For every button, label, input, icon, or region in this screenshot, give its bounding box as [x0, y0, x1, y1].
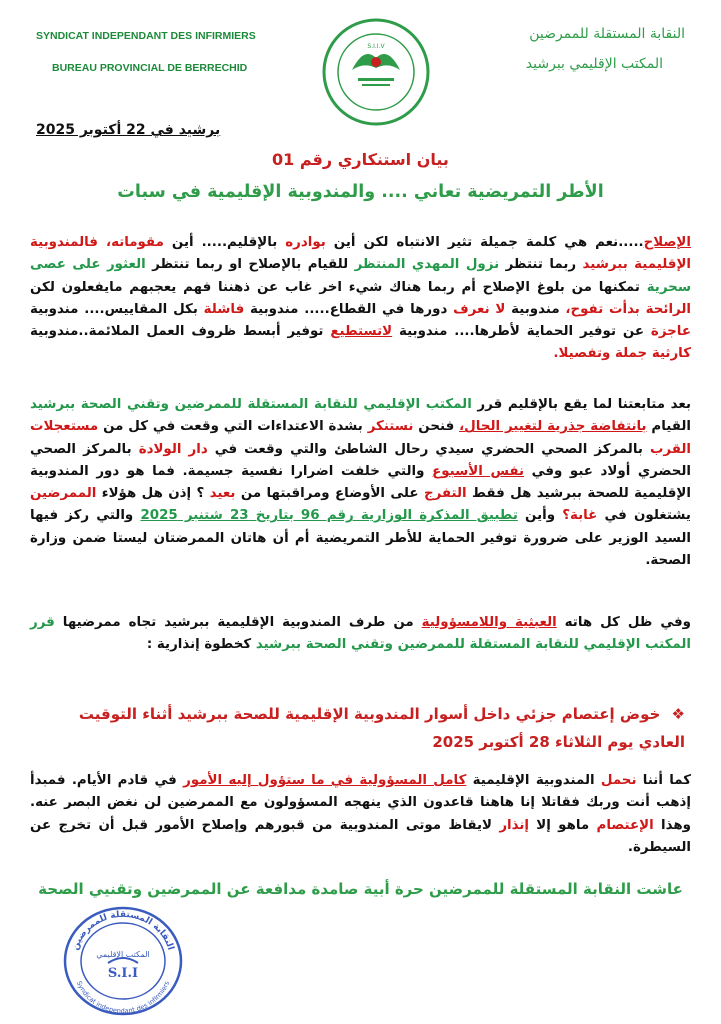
paragraph-2	[30, 394, 691, 572]
svg-text:النقابة المستقلة للممرضين: النقابة المستقلة للممرضين	[70, 909, 176, 952]
text-run: والتي خلفت اضرارا نفسية جسيمة. فما هو دور المندوبية الإقليمية للصحة ببرشيد هل فقط	[30, 463, 691, 502]
action-bullet	[40, 700, 685, 756]
text-run: بكل المقاييس.... مندوبية	[30, 301, 204, 317]
text-run: والتي ركز فيها السيد الوزير على ضرورة توفير الحماية للأطر التمريضية أم أن هاتان الممرضتان ليستا ضمن وزارة الصحة.	[30, 508, 691, 569]
text-run: لاتستطيع	[330, 324, 393, 340]
text-run: نستنكر	[367, 419, 414, 435]
organization-stamp	[62, 905, 184, 1017]
header-ar-line2: المكتب الإقليمي ببرشيد	[525, 56, 663, 72]
text-run: العثور على عصى سحرية	[30, 257, 691, 295]
text-run: العبثية واللامسؤولية	[421, 615, 557, 630]
text-run: تمكنها من بلوغ الإصلاح أم ربما هناك شيء اخر غاب عن ذهننا فهم يعجبهم مايفعلون لكن	[30, 279, 647, 295]
text-run: نفس الأسبوع	[432, 463, 525, 479]
text-run	[98, 235, 106, 250]
text-run: دورها في القطاع..... مندوبية	[244, 301, 454, 317]
union-logo	[322, 18, 430, 126]
text-run: عن توفير الحماية لأطرها.... مندوبية	[392, 324, 651, 340]
text-run: الممرضين	[30, 486, 97, 502]
text-run: توفير أبسط ظروف العمل الملائمة..مندوبية	[30, 324, 331, 340]
text-run: مستعجلات القرب	[30, 419, 692, 457]
text-run: بوادره	[285, 235, 326, 250]
text-run: كامل المسؤولية في ما ستؤول إليه الأمور	[183, 773, 467, 788]
text-run: كارثية جملة وتفصيلا.	[553, 346, 691, 362]
svg-text:S.I.I: S.I.I	[107, 966, 139, 981]
closing-slogan: عاشت النقابة المستقلة للممرضين حرة أبية صامدة مدافعة عن الممرضين وتقنيي الصحة	[38, 880, 683, 898]
text-run: الإصلاح	[643, 235, 691, 250]
text-run: فاشلة	[203, 301, 245, 317]
text-run: ربما تنتظر	[499, 257, 583, 273]
text-run: ماهو إلا	[528, 817, 597, 833]
paragraph-1	[30, 232, 691, 366]
text-run: عاجزة	[650, 324, 691, 340]
text-run: بشدة الاعتداءات التي وقعت في كل من	[98, 419, 368, 435]
text-run: فالمندوبية الإقليمية ببرشيد	[30, 235, 692, 273]
statement-subtitle: الأطر التمريضية تعاني .... والمندوبية الإقليمية في سبات	[117, 182, 604, 202]
text-run: المندوبية الإقليمية	[466, 773, 601, 788]
text-run: للقيام بالإصلاح او ربما تنتظر	[145, 257, 355, 273]
text-run: دار الولادة	[138, 441, 208, 457]
header-fr-line2: BUREAU PROVINCIAL DE BERRECHID	[52, 62, 248, 74]
paragraph-3	[30, 612, 691, 657]
text-run: قرر المكتب الإقليمي للنقابة المستقلة للممرضين وتقني الصحة ببرشيد	[30, 615, 691, 653]
text-run: بعد متابعتنا لما يقع بالإقليم قرر	[471, 397, 691, 412]
text-run: مقوماته،	[105, 235, 164, 250]
text-run: وفي ظل كل هاته	[556, 615, 691, 630]
text-run: بالمركز الصحي الحضري أولاد عبو وفي	[30, 441, 691, 479]
statement-title: بيان استنكاري رقم 01	[272, 150, 449, 169]
text-run: المكتب الإقليمي للنقابة المستقلة للممرضين وتقني الصحة ببرشيد	[30, 397, 472, 412]
paragraph-4	[30, 770, 691, 859]
text-run: وأين	[517, 508, 563, 524]
text-run: تطبيق المذكرة الوزارية رقم 96 بتاريخ 23 شتنبر 2025	[140, 508, 518, 524]
bullet-text: خوض إعتصام جزئي داخل أسوار المندوبية الإقليمية للصحة ببرشيد أثناء التوقيت العادي يوم الثلاثاء 28 أكتوبر 2025	[78, 705, 685, 751]
text-run: بانتفاضة جذرية لتغيير الحال،	[459, 419, 647, 435]
text-run: ؟ إذن هل هؤلاء	[96, 486, 210, 502]
svg-text:Syndicat independant des infir: Syndicat independant des infirmiers	[74, 979, 172, 1015]
text-run: الإعتصام	[596, 817, 654, 833]
text-run: كما أننا	[636, 773, 692, 788]
text-run: القيام	[646, 419, 691, 435]
text-run: نحمل	[600, 773, 637, 788]
text-run: بالإقليم..... أين	[163, 235, 286, 250]
text-run: التفرج	[423, 486, 467, 502]
text-run: يشتغلون في	[597, 508, 691, 524]
text-run: في قادم الأيام. فمبدأ إذهب أنت وربك فقاتلا إنا هاهنا قاعدون الذي ينهجه المسؤولون مع الممرضين لن نغض البصر عنه. وهذا	[30, 773, 691, 833]
text-run: الرائحة بدأت تفوح،	[565, 301, 691, 317]
text-run: كخطوة إنذارية :	[146, 637, 256, 653]
text-run: إنذار	[499, 817, 529, 833]
text-run: على الأوضاع ومراقبتها من	[235, 486, 424, 502]
text-run: من طرف المندوبية الإقليمية ببرشيد تجاه ممرضيها	[54, 615, 422, 630]
text-run: لا نعرف	[453, 301, 506, 317]
text-run: غابة؟	[562, 508, 598, 524]
text-run: لايقاظ موتى المندوبية من قبورهم وإصلاح الأمور قبل أن تخرج عن السيطرة.	[30, 817, 691, 855]
text-run: .....نعم هي كلمة جميلة تثير الانتباه لكن أين	[325, 235, 644, 250]
text-run: بعيد	[209, 486, 236, 502]
text-run: نزول المهدي المنتظر	[354, 257, 500, 273]
document-date: برشيد في 22 أكتوبر 2025	[36, 122, 221, 138]
text-run: بالمركز الصحي الحضري سيدي رحال الشاطئ والتي وقعت في	[207, 441, 650, 457]
logo-abbr: S.I.I.V	[367, 43, 385, 50]
bullet-diamond-icon: ❖	[671, 705, 685, 723]
header-fr-line1: SYNDICAT INDEPENDANT DES INFIRMIERS	[36, 30, 256, 42]
text-run: مندوبية	[505, 301, 566, 317]
header-ar-line1: النقابة المستقلة للممرضين	[529, 26, 685, 42]
svg-text:المكتب الإقليمي: المكتب الإقليمي	[96, 950, 150, 959]
text-run: فنحن	[413, 419, 460, 435]
